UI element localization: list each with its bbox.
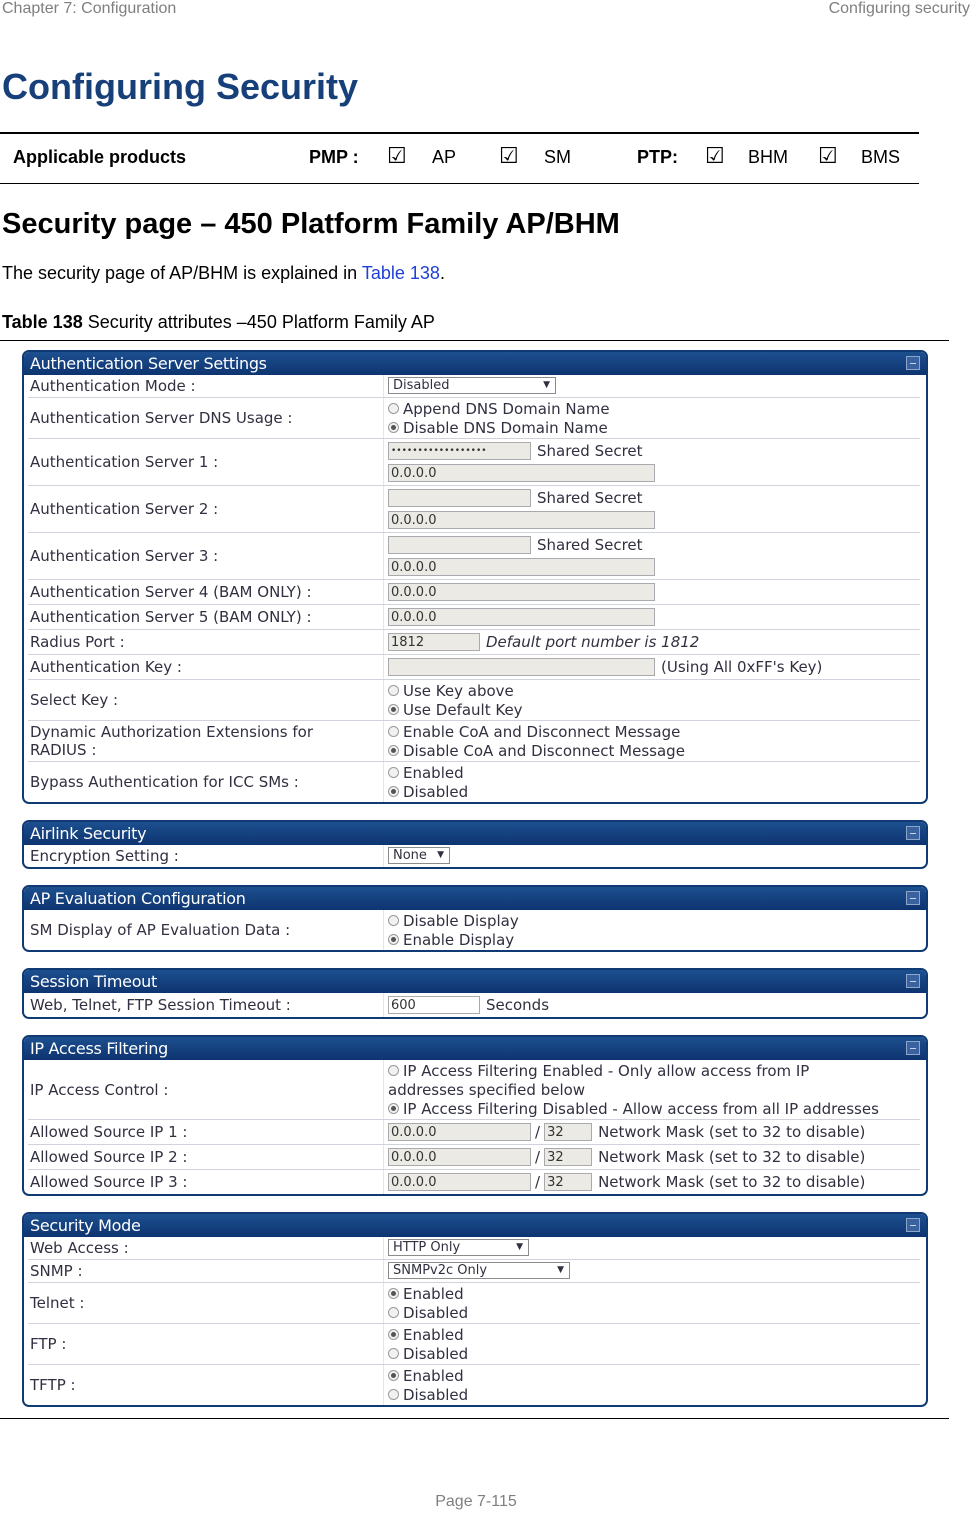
slash-separator: / [535, 1148, 541, 1166]
radius-port-input[interactable]: 1812 [388, 633, 480, 651]
table-caption-text: Security attributes –450 Platform Family AP [82, 312, 435, 332]
radio-button[interactable] [388, 704, 399, 715]
radio-label: Enabled [403, 1366, 464, 1385]
radio-button[interactable] [388, 1329, 399, 1340]
field-label: Authentication Server 4 (BAM ONLY) : [28, 580, 384, 604]
auth-key-input[interactable] [388, 658, 655, 676]
server-ip-input[interactable]: 0.0.0.0 [388, 558, 655, 576]
checkbox-icon: ☑ [499, 143, 519, 168]
field-label: Authentication Key : [28, 655, 384, 679]
radio-label: Disable Display [403, 911, 519, 930]
ftp-row [28, 1324, 920, 1365]
server-ip-input[interactable]: 0.0.0.0 [388, 608, 655, 626]
auth-server-5-row [28, 605, 920, 630]
radio-button[interactable] [388, 1103, 399, 1114]
radio-label: Disable CoA and Disconnect Message [403, 741, 685, 760]
minimize-icon[interactable] [906, 1041, 920, 1055]
field-label: SNMP : [28, 1260, 384, 1282]
radius-port-row [28, 630, 920, 655]
allowed-ip-input[interactable]: 0.0.0.0 [388, 1173, 531, 1191]
encryption-row [28, 845, 920, 867]
web-access-row [28, 1237, 920, 1260]
radio-button[interactable] [388, 403, 399, 414]
shared-secret-input[interactable]: •••••••••••••••••• [388, 442, 531, 460]
radio-label: Disabled [403, 782, 469, 801]
netmask-input[interactable]: 32 [544, 1173, 592, 1191]
field-label: Allowed Source IP 1 : [28, 1120, 384, 1144]
netmask-input[interactable]: 32 [544, 1123, 592, 1141]
bhm-label: BHM [748, 147, 788, 167]
netmask-note: Network Mask (set to 32 to disable) [598, 1123, 866, 1141]
radio-button[interactable] [388, 1307, 399, 1318]
radio-button[interactable] [388, 422, 399, 433]
allowed-ip-row [28, 1120, 920, 1145]
server-ip-input[interactable]: 0.0.0.0 [388, 511, 655, 529]
snmp-row [28, 1260, 920, 1283]
bypass-auth-row [28, 762, 920, 802]
field-label: Authentication Server 3 : [28, 533, 384, 579]
radio-label: Append DNS Domain Name [403, 399, 610, 418]
session-timeout-input[interactable]: 600 [388, 996, 480, 1014]
field-label: Authentication Server 1 : [28, 439, 384, 485]
shared-secret-label: Shared Secret [537, 536, 643, 554]
dropdown-arrow-icon: ▼ [543, 380, 550, 390]
radio-button[interactable] [388, 1370, 399, 1381]
field-label: Web, Telnet, FTP Session Timeout : [28, 993, 384, 1017]
field-label: IP Access Control : [28, 1060, 384, 1119]
select-value: SNMPv2c Only [393, 1263, 488, 1278]
ap-eval-row [28, 910, 920, 950]
radio-label: Disable DNS Domain Name [403, 418, 608, 437]
applicable-products-label: Applicable products [13, 147, 187, 167]
radio-button[interactable] [388, 745, 399, 756]
field-label: TFTP : [28, 1365, 384, 1405]
intro-text: The security page of AP/BHM is explained in [2, 263, 362, 283]
netmask-note: Network Mask (set to 32 to disable) [598, 1173, 866, 1191]
select-value: Disabled [393, 378, 450, 393]
auth-server-3-row [28, 533, 920, 580]
radio-label: Enable CoA and Disconnect Message [403, 722, 681, 741]
auth-mode-select[interactable] [388, 377, 556, 394]
minimize-icon[interactable] [906, 356, 920, 370]
select-key-row [28, 680, 920, 721]
radius-port-note: Default port number is 1812 [486, 633, 700, 651]
radio-button[interactable] [388, 1389, 399, 1400]
panel-title: AP Evaluation Configuration [30, 889, 246, 908]
auth-mode-row [28, 375, 920, 398]
shared-secret-label: Shared Secret [537, 442, 643, 460]
security-mode-panel [22, 1212, 928, 1407]
pmp-label: PMP : [309, 147, 359, 167]
radio-button[interactable] [388, 685, 399, 696]
select-value: None [393, 848, 427, 863]
radio-button[interactable] [388, 1288, 399, 1299]
field-label: Allowed Source IP 2 : [28, 1145, 384, 1169]
radio-label: Enable Display [403, 930, 515, 949]
radio-button[interactable] [388, 934, 399, 945]
page-title: Configuring Security [2, 66, 359, 107]
ptp-label: PTP: [637, 147, 679, 167]
shared-secret-input[interactable] [388, 489, 531, 507]
panel-header [24, 352, 926, 375]
radio-button[interactable] [388, 726, 399, 737]
field-label: Authentication Mode : [28, 375, 384, 397]
slash-separator: / [535, 1173, 541, 1191]
tftp-row [28, 1365, 920, 1405]
field-label: Authentication Server DNS Usage : [28, 398, 384, 438]
encryption-select[interactable] [388, 847, 450, 864]
allowed-ip-input[interactable]: 0.0.0.0 [388, 1123, 531, 1141]
radio-button[interactable] [388, 786, 399, 797]
dropdown-arrow-icon: ▼ [437, 850, 444, 860]
server-ip-input[interactable]: 0.0.0.0 [388, 464, 655, 482]
dropdown-arrow-icon: ▼ [557, 1265, 564, 1275]
field-label: FTP : [28, 1324, 384, 1364]
dns-usage-row [28, 398, 920, 439]
field-label: Authentication Server 2 : [28, 486, 384, 532]
applicable-products-table [0, 132, 919, 184]
radio-label: IP Access Filtering Disabled - Allow access from all IP addresses [403, 1099, 879, 1118]
radio-label: Enabled [403, 1284, 464, 1303]
allowed-ip-input[interactable]: 0.0.0.0 [388, 1148, 531, 1166]
airlink-security-panel [22, 820, 928, 869]
field-label: Bypass Authentication for ICC SMs : [28, 762, 384, 802]
field-label: Encryption Setting : [28, 845, 384, 867]
web-access-select[interactable] [388, 1239, 529, 1256]
ap-label: AP [432, 147, 457, 167]
radio-label: Disabled [403, 1303, 469, 1322]
page-number: Page 7-115 [435, 1493, 517, 1510]
panel-title: Airlink Security [30, 824, 147, 843]
radio-button[interactable] [388, 767, 399, 778]
netmask-note: Network Mask (set to 32 to disable) [598, 1148, 866, 1166]
field-label: SM Display of AP Evaluation Data : [28, 910, 384, 950]
field-label: Radius Port : [28, 630, 384, 654]
auth-server-4-row [28, 580, 920, 605]
checkbox-icon: ☑ [818, 143, 838, 168]
auth-server-2-row [28, 486, 920, 533]
checkbox-icon: ☑ [387, 143, 407, 168]
field-label: Authentication Server 5 (BAM ONLY) : [28, 605, 384, 629]
field-label: Select Key : [28, 680, 384, 720]
radio-label: Enabled [403, 1325, 464, 1344]
radio-button[interactable] [388, 1065, 399, 1076]
auth-server-panel [22, 350, 928, 804]
panel-header [24, 822, 926, 845]
checkbox-icon: ☑ [705, 143, 725, 168]
radio-label: Use Key above [403, 681, 514, 700]
radio-button[interactable] [388, 915, 399, 926]
table-link[interactable]: Table 138 [361, 263, 440, 283]
page-header-section: Configuring security [828, 0, 970, 17]
allowed-ip-row [28, 1145, 920, 1170]
bms-label: BMS [861, 147, 901, 167]
ip-access-filtering-panel [22, 1035, 928, 1196]
netmask-input[interactable]: 32 [544, 1148, 592, 1166]
auth-server-1-row [28, 439, 920, 486]
panel-title: Authentication Server Settings [30, 354, 267, 373]
radio-button[interactable] [388, 1348, 399, 1359]
label-line: RADIUS : [30, 741, 97, 759]
radio-label: Disabled [403, 1344, 469, 1363]
field-label: Web Access : [28, 1237, 384, 1259]
panel-header [24, 887, 926, 910]
panel-header [24, 1037, 926, 1060]
session-timeout-panel [22, 968, 928, 1019]
telnet-row [28, 1283, 920, 1324]
session-timeout-unit: Seconds [486, 996, 550, 1014]
label-line: Dynamic Authorization Extensions for [30, 723, 314, 741]
session-timeout-row [28, 993, 920, 1017]
radio-label: IP Access Filtering Enabled - Only allow access from IP [403, 1061, 810, 1080]
auth-key-note: (Using All 0xFF's Key) [661, 658, 823, 676]
field-label: Telnet : [28, 1283, 384, 1323]
radio-label: Use Default Key [403, 700, 523, 719]
radio-label: Disabled [403, 1385, 469, 1404]
shared-secret-input[interactable] [388, 536, 531, 554]
minimize-icon[interactable] [906, 891, 920, 905]
ip-access-control-row [28, 1060, 920, 1120]
panel-header [24, 970, 926, 993]
panel-header [24, 1214, 926, 1237]
server-ip-input[interactable]: 0.0.0.0 [388, 583, 655, 601]
section-heading: Security page – 450 Platform Family AP/BHM [2, 208, 620, 240]
panel-title: Security Mode [30, 1216, 141, 1235]
table-bottom-rule [0, 1418, 949, 1419]
minimize-icon[interactable] [906, 974, 920, 988]
field-label: Allowed Source IP 3 : [28, 1170, 384, 1194]
field-label [28, 721, 384, 761]
dynamic-auth-row [28, 721, 920, 762]
allowed-ip-row [28, 1170, 920, 1194]
intro-paragraph [2, 263, 445, 284]
radio-label-continued: addresses specified below [388, 1080, 586, 1099]
panel-title: Session Timeout [30, 972, 157, 991]
auth-key-row [28, 655, 920, 680]
dropdown-arrow-icon: ▼ [516, 1242, 523, 1252]
minimize-icon[interactable] [906, 826, 920, 840]
snmp-select[interactable] [388, 1262, 570, 1279]
table-top-rule [0, 340, 949, 341]
ap-evaluation-panel [22, 885, 928, 952]
minimize-icon[interactable] [906, 1218, 920, 1232]
sm-label: SM [544, 147, 571, 167]
table-number: Table 138 [2, 312, 83, 332]
panel-title: IP Access Filtering [30, 1039, 168, 1058]
intro-end: . [439, 263, 445, 283]
select-value: HTTP Only [393, 1240, 461, 1255]
shared-secret-label: Shared Secret [537, 489, 643, 507]
table-caption [2, 312, 435, 333]
slash-separator: / [535, 1123, 541, 1141]
security-screenshot [22, 350, 928, 1423]
radio-label: Enabled [403, 763, 464, 782]
page-header-chapter: Chapter 7: Configuration [2, 0, 177, 17]
